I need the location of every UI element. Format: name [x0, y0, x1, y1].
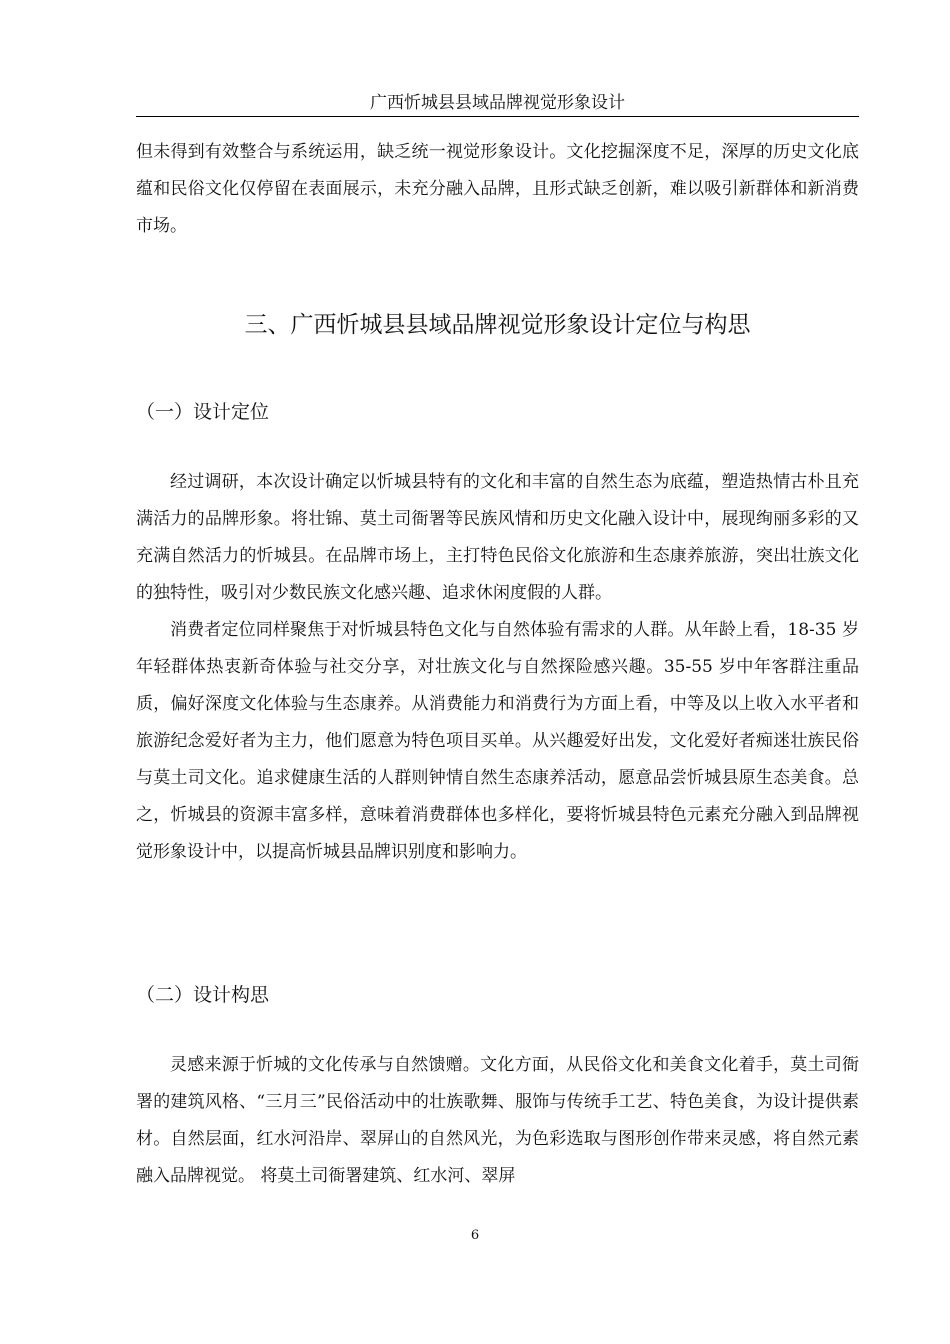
positioning-body [136, 464, 859, 871]
concept-paragraph-1: 灵感来源于忻城的文化传承与自然馈赠。文化方面，从民俗文化和美食文化着手，莫土司衙署的建筑风格、“三月三”民俗活动中的壮族歌舞、服饰与传统手工艺、特色美食，为设计提供素材。自然层面，红水河沿岸、翠屏山的自然风光，为色彩选取与图形创作带来灵感，将自然元素融入品牌视觉。 将莫土司衙署建筑、红水河、翠屏 [136, 1055, 859, 1186]
positioning-paragraph-1: 经过调研，本次设计确定以忻城县特有的文化和丰富的自然生态为底蕴，塑造热情古朴且充满活力的品牌形象。将壮锦、莫土司衙署等民族风情和历史文化融入设计中，展现绚丽多彩的又充满自然活力的忻城县。在品牌市场上，主打特色民俗文化旅游和生态康养旅游，突出壮族文化的独特性，吸引对少数民族文化感兴趣、追求休闲度假的人群。 [136, 472, 859, 603]
intro-paragraph-block [136, 134, 859, 245]
subsection-heading-concept: （二）设计构思 [136, 984, 270, 1006]
subsection-heading-positioning: （一）设计定位 [136, 401, 270, 423]
section-heading: 三、广西忻城县县域品牌视觉形象设计定位与构思 [244, 312, 751, 338]
page-number: 6 [470, 1228, 480, 1243]
concept-body [136, 1047, 859, 1195]
running-header: 广西忻城县县域品牌视觉形象设计 [136, 90, 859, 117]
positioning-paragraph-2: 消费者定位同样聚焦于对忻城县特色文化与自然体验有需求的人群。从年龄上看，18-35 岁年轻群体热衷新奇体验与社交分享，对壮族文化与自然探险感兴趣。35-55 岁中年客群注重品质，偏好深度文化体验与生态康养。从消费能力和消费行为方面上看，中等及以上收入水平者和旅游纪念爱好者为主力，他们愿意为特色项目买单。从兴趣爱好出发，文化爱好者痴迷壮族民俗与莫土司文化。追求健康生活的人群则钟情自然生态康养活动，愿意品尝忻城县原生态美食。总之，忻城县的资源丰富多样，意味着消费群体也多样化，要将忻城县特色元素充分融入到品牌视觉形象设计中，以提高忻城县品牌识别度和影响力。 [136, 620, 859, 862]
intro-paragraph: 但未得到有效整合与系统运用，缺乏统一视觉形象设计。文化挖掘深度不足，深厚的历史文化底蕴和民俗文化仅停留在表面展示，未充分融入品牌，且形式缺乏创新，难以吸引新群体和新消费市场。 [136, 142, 859, 236]
